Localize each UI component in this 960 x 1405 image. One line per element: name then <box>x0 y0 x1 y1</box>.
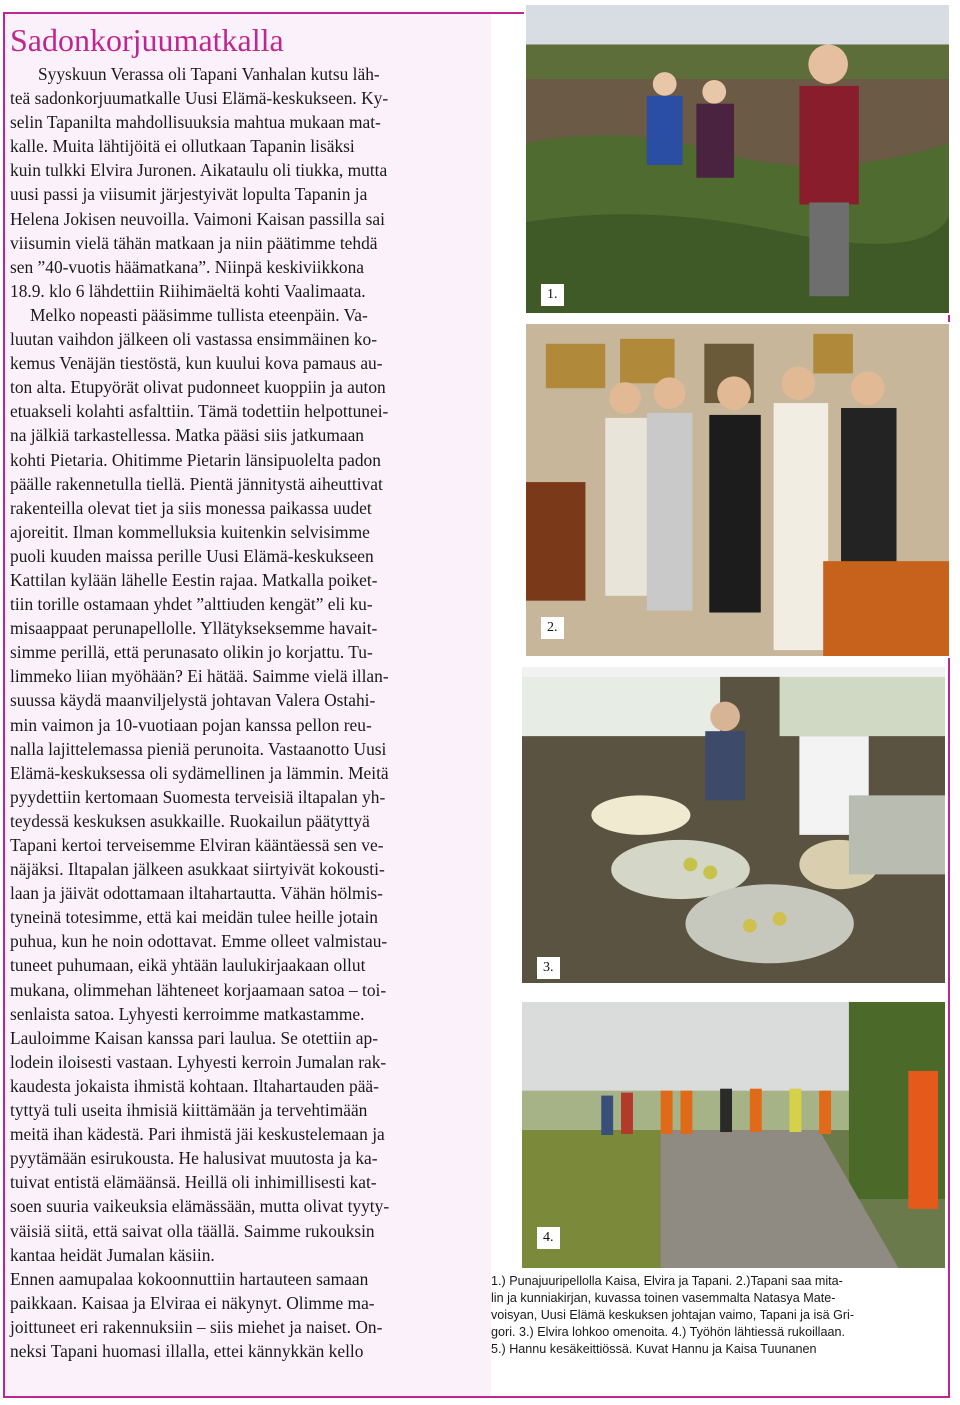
body-line: viisumin vielä tähän matkaan ja niin päätimme tehdä <box>10 232 378 253</box>
body-line: tyneinä totesimme, että kai meidän tulee heille jotain <box>10 907 378 928</box>
body-line: tiin torille ostamaan yhdet ”alttiuden kengät” eli ku- <box>10 594 373 615</box>
body-line: teydessä keskuksen asukkaille. Ruokailun päätyttyä <box>10 810 370 831</box>
body-line: laan ja jäivät odottamaan iltahartautta. Vähän hölmis- <box>10 883 383 904</box>
body-line: joittuneet eri rakennuksiin – siis miehet ja naiset. On- <box>10 1316 383 1337</box>
body-line: puoli kuuden maissa perille Uusi Elämä-keskukseen <box>10 545 374 566</box>
body-line: mukana, olimmehan lähteneet korjaamaan satoa – toi- <box>10 979 387 1000</box>
caption-line: lin ja kunniakirjan, kuvassa toinen vasemmalta Natasya Mate- <box>491 1291 836 1305</box>
body-line: uusi passi ja viisumit järjestyivät lopulta Tapanin ja <box>10 184 368 205</box>
body-line: luutan vaihdon jälkeen oli vastassa ensimmäinen ko- <box>10 329 378 350</box>
body-line: senlaista satoa. Lyhyesti kerroimme matkastamme. <box>10 1003 365 1024</box>
body-line: Elämä-keskuksessa oli sydämellinen ja lämmin. Meitä <box>10 762 389 783</box>
body-line: lodein iloisesti vastaan. Lyhyesti kerroin Jumalan rak- <box>10 1051 387 1072</box>
body-line: puhua, kun he noin odottavat. Emme olleet valmistau- <box>10 931 388 952</box>
body-line: Lauloimme Kaisan kanssa pari laulua. Se otettiin ap- <box>10 1027 378 1048</box>
body-line: meitä ihan kädestä. Pari ihmistä jäi keskustelemaan ja <box>10 1124 385 1145</box>
body-line: paikkaan. Kaisaa ja Elviraa ei näkynyt. Olimme ma- <box>10 1292 375 1313</box>
body-line: kalle. Muita lähtijöitä ei ollutkaan Tapanin lisäksi <box>10 136 355 157</box>
body-line: selin Tapanilta mahdollisuuksia mahtua mukaan mat- <box>10 112 381 133</box>
body-line: Tapani kertoi terveisemme Elviran kääntäessä sen ve- <box>10 835 384 855</box>
body-line: tyttyä tuli useita ihmisiä kiittämään ja tervehtimään <box>10 1100 368 1121</box>
article-body <box>10 62 478 1363</box>
body-line: kantaa heidät Jumalan käsiin. <box>10 1244 215 1265</box>
body-line: Ennen aamupalaa kokoonnuttiin hartauteen samaan <box>10 1268 369 1289</box>
body-line: väisiä siitä, että saivat olla täällä. Saimme rukouksin <box>10 1220 375 1241</box>
body-line: limmeko liian myöhään? Ei hätää. Saimme vielä illan- <box>10 666 389 687</box>
body-line: näjäksi. Iltapalan jälkeen asukkaat siirtyivät kokousti- <box>10 859 385 880</box>
body-line: pyydettiin kertomaan Suomesta terveisiä iltapalan yh- <box>10 786 386 807</box>
body-line: misaappaat perunapellolle. Yllätykseksemme havait- <box>10 618 378 639</box>
photo-award-ceremony <box>524 322 951 658</box>
body-line: pyytämään esirukousta. He halusivat muutosta ja ka- <box>10 1148 378 1169</box>
body-line: tuneet puhumaan, eikä yhtään laulukirjaakaan ollut <box>10 955 366 976</box>
body-line: sen ”40-vuotis häämatkana”. Niinpä keskiviikkona <box>10 256 364 277</box>
body-line: teä sadonkorjuumatkalle Uusi Elämä-keskukseen. Ky- <box>10 88 389 109</box>
body-line: Helena Jokisen neuvoilla. Vaimoni Kaisan passilla sai <box>10 208 385 229</box>
body-line: ajoreitit. Ilman kommelluksia kuitenkin selvisimme <box>10 521 370 542</box>
photo-prayer-circle <box>520 1000 947 1270</box>
caption-line: 5.) Hannu kesäkeittiössä. Kuvat Hannu ja Kaisa Tuunanen <box>491 1342 817 1356</box>
body-line: ton alta. Etupyörät olivat pudonneet kuoppiin ja auton <box>10 377 386 398</box>
body-line: min vaimon ja 10-vuotiaan pojan kanssa pellon reu- <box>10 714 372 735</box>
photo-number-3: 3. <box>537 957 560 979</box>
body-line: neksi Tapani huomasi illalla, ettei kännykkän kello <box>10 1340 364 1361</box>
body-line: kemus Venäjän tiestöstä, kun kuului kova pamaus au- <box>10 353 383 374</box>
body-line: Melko nopeasti pääsimme tullista eteenpäin. Va- <box>30 304 368 325</box>
body-line: Syyskuun Verassa oli Tapani Vanhalan kutsu läh- <box>38 64 380 84</box>
body-line: kohti Pietaria. Ohitimme Pietarin länsipuolelta padon <box>10 449 381 470</box>
article-title: Sadonkorjuumatkalla <box>10 22 284 58</box>
body-line: kaudesta jokaista ihmistä kohtaan. Iltahartauden pää- <box>10 1075 379 1096</box>
photo-beet-field <box>524 3 951 315</box>
body-line: soen suuria vaikeuksia elämässään, mutta olivat tyyty- <box>10 1196 390 1217</box>
body-line: na jälkiä tarkastellessa. Matka pääsi siis jatkumaan <box>10 425 364 446</box>
body-line: Kattilan kylään lähelle Eestin rajaa. Matkalla poiket- <box>10 569 378 590</box>
body-line: päälle rakennetulla tiellä. Pientä jännitystä aiheuttivat <box>10 473 383 494</box>
caption-line: gori. 3.) Elvira lohkoo omenoita. 4.) Työhön lähtiessä rukoillaan. <box>491 1325 845 1339</box>
body-line: simme perillä, että perunasato olikin jo korjattu. Tu- <box>10 642 373 663</box>
body-line: kuin tulkki Elvira Juronen. Aikataulu oli tiukka, mutta <box>10 160 388 181</box>
photo-number-4: 4. <box>537 1227 560 1249</box>
photo-kitchen-apples <box>520 665 947 985</box>
photo-number-2: 2. <box>541 617 564 639</box>
body-line: suussa käydä maanviljelystä johtavan Valera Ostahi- <box>10 690 376 711</box>
photo-number-1: 1. <box>541 284 564 306</box>
body-line: 18.9. klo 6 lähdettiin Riihimäeltä kohti Vaalimaata. <box>10 280 366 301</box>
body-line: etuakseli kolahti asfalttiin. Tämä todettiin helpottunei- <box>10 401 389 422</box>
body-line: rakenteilla olevat tiet ja siis monessa paikassa uudet <box>10 497 372 518</box>
body-line: nalla lajittelemassa pieniä perunoita. Vastaanotto Uusi <box>10 738 387 759</box>
body-line: tuivat entistä elämäänsä. Heillä oli inhimillisesti kat- <box>10 1172 377 1193</box>
photo-captions <box>491 1273 957 1358</box>
caption-line: voisyan, Uusi Elämä keskuksen johtajan vaimo, Tapani ja isä Gri- <box>491 1308 855 1322</box>
caption-line: 1.) Punajuuripellolla Kaisa, Elvira ja Tapani. 2.)Tapani saa mita- <box>491 1274 843 1288</box>
